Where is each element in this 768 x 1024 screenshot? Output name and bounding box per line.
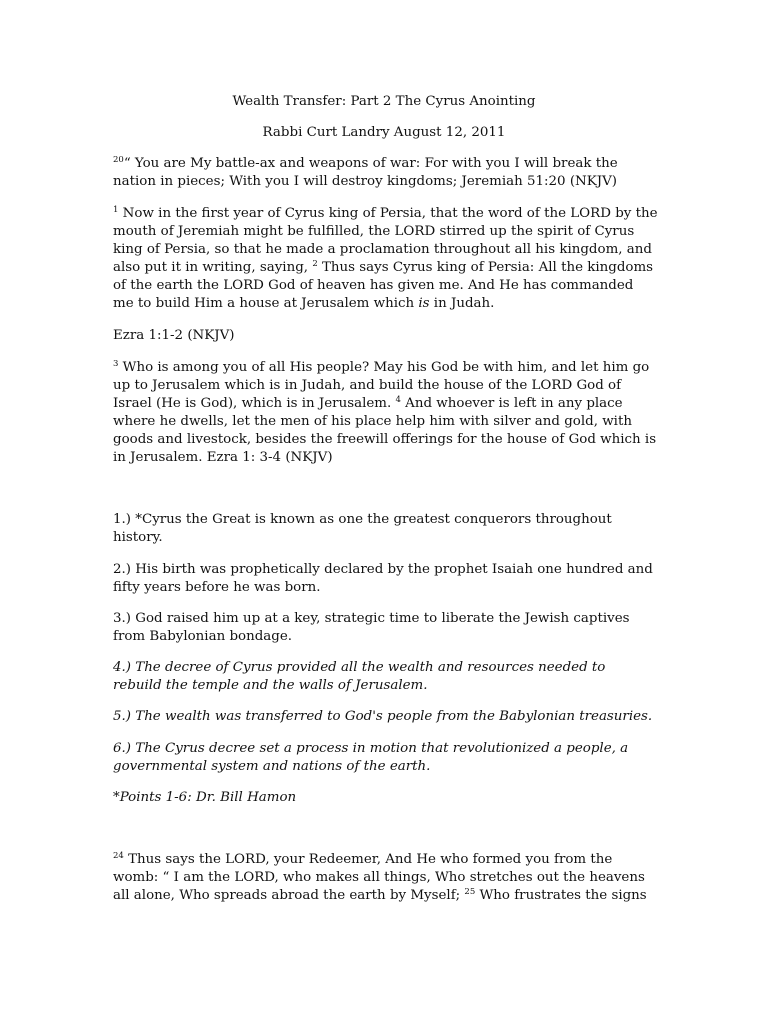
point-item: 3.) God raised him up at a key, strategic time to liberate the Jewish captives from Babylonian bondage. xyxy=(113,611,630,644)
verse-text: “ You are My battle-ax and weapons of war: For with you I will break the nation in pieces; With you I will destroy kingdoms; Jeremiah 51:20 (NKJV) xyxy=(113,156,618,189)
verse-number: 2 xyxy=(312,259,318,269)
verse-text: Thus says Cyrus king of Persia: All the kingdoms of the earth the LORD God of heaven has given me. And He has commanded me to build Him a house at Jerusalem which xyxy=(113,260,654,311)
verse-text: Who frustrates the signs xyxy=(475,888,647,903)
verse-text: Now in the first year of Cyrus king of Persia, that the word of the LORD by the mouth of Jeremiah might be fulfilled, the LORD stirred up the spirit of Cyrus king of Persia, so that he made a proclamation throughout all his kingdom, and also put it in writing, saying, xyxy=(113,206,658,275)
verse-number: 3 xyxy=(113,359,119,369)
point-item: 5.) The wealth was transferred to God's people from the Babylonian treasuries. xyxy=(113,709,653,724)
author-date-line: Rabbi Curt Landry August 12, 2011 xyxy=(262,125,506,140)
verse-ezra-3-4 xyxy=(113,359,658,467)
verse-number: 25 xyxy=(464,887,476,897)
verse-number: 24 xyxy=(113,851,124,861)
point-item: 1.) *Cyrus the Great is known as one the greatest conquerors throughout history. xyxy=(113,512,612,545)
verse-text: Who is among you of all His people? May his God be with him, and let him go up to Jerusalem which is in Judah, and build the house of the LORD God of Israel (He is God), which is in Jerusalem. xyxy=(113,360,650,411)
verse-text: in Judah. xyxy=(429,296,495,311)
verse-isaiah xyxy=(113,851,658,905)
verse-number: 20 xyxy=(113,155,124,165)
verse-italic-word: is xyxy=(418,296,430,311)
points-source-footnote: *Points 1-6: Dr. Bill Hamon xyxy=(113,790,297,805)
verse-number: 4 xyxy=(395,395,401,405)
verse-text: And whoever is left in any place where he dwells, let the men of his place help him with silver and gold, with goods and livestock, besides the freewill offerings for the house of God which is in Jerusalem. Ezra 1: 3-4 (NKJV) xyxy=(113,396,657,465)
verse-text: Thus says the LORD, your Redeemer, And He who formed you from the womb: “ I am the LORD, who makes all things, Who stretches out the heavens all alone, Who spreads abroad the earth by Myself; xyxy=(113,852,645,903)
scripture-reference: Ezra 1:1-2 (NKJV) xyxy=(113,328,235,343)
point-item: 6.) The Cyrus decree set a process in motion that revolutionized a people, a governmental system and nations of the earth. xyxy=(113,741,629,774)
verse-ezra-1-2 xyxy=(113,205,658,313)
verse-number: 1 xyxy=(113,205,119,215)
point-item: 2.) His birth was prophetically declared by the prophet Isaiah one hundred and fifty years before he was born. xyxy=(113,562,653,595)
point-item: 4.) The decree of Cyrus provided all the wealth and resources needed to rebuild the temple and the walls of Jerusalem. xyxy=(113,660,606,693)
verse-jeremiah xyxy=(113,155,658,191)
document-title: Wealth Transfer: Part 2 The Cyrus Anointing xyxy=(232,94,536,109)
